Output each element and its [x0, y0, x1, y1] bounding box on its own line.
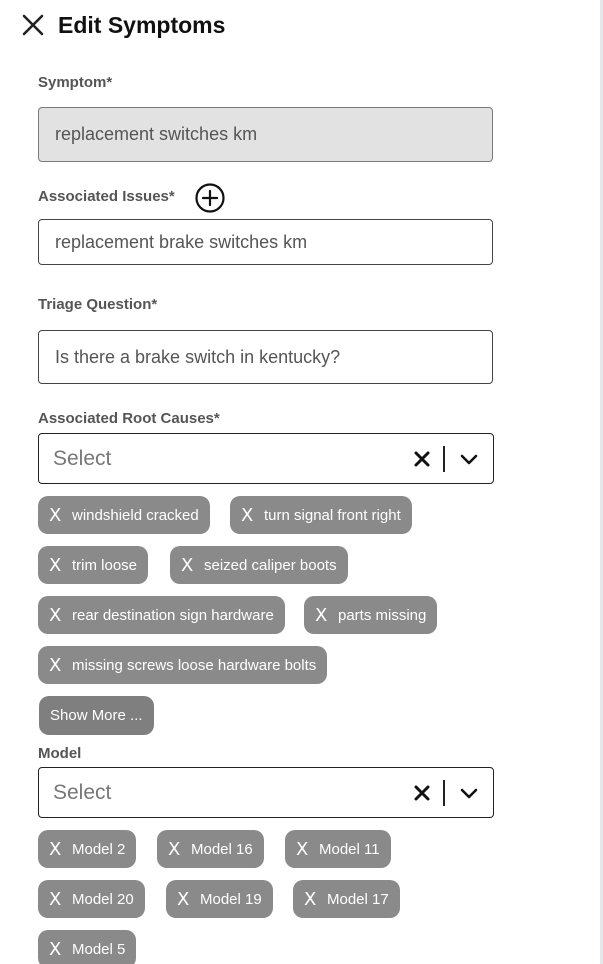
- chip-label: missing screws loose hardware bolts: [72, 656, 317, 674]
- model-chip: [38, 930, 136, 964]
- chip-label: trim loose: [72, 556, 138, 574]
- associated-issues-value: replacement brake switches km: [55, 231, 308, 252]
- triage-question-value: Is there a brake switch in kentucky?: [55, 346, 341, 367]
- model-chip: [38, 880, 145, 918]
- triage-question-label: Triage Question*: [38, 296, 158, 313]
- root-cause-chip: [304, 596, 437, 634]
- model-label: Model: [38, 745, 82, 762]
- chip-label: turn signal front right: [264, 506, 401, 524]
- chip-label: Model 11: [319, 840, 380, 858]
- model-chip: [166, 880, 273, 918]
- remove-chip-icon[interactable]: X: [296, 838, 309, 860]
- chip-label: Model 16: [191, 840, 253, 858]
- model-chip: [293, 880, 400, 918]
- chip-label: Model 19: [200, 890, 262, 908]
- remove-chip-icon[interactable]: X: [181, 554, 194, 576]
- remove-chip-icon[interactable]: X: [168, 838, 181, 860]
- select-separator: [443, 780, 445, 806]
- root-causes-label: Associated Root Causes*: [38, 410, 220, 427]
- model-chip: [38, 830, 136, 868]
- chip-label: Model 2: [72, 840, 126, 858]
- panel-header: [20, 10, 225, 40]
- remove-chip-icon[interactable]: X: [49, 938, 62, 960]
- add-issue-button[interactable]: [194, 182, 226, 214]
- model-chip: [157, 830, 264, 868]
- chevron-down-icon[interactable]: [458, 448, 480, 470]
- remove-chip-icon[interactable]: X: [177, 888, 190, 910]
- symptom-value: replacement switches km: [55, 124, 258, 144]
- select-separator: [443, 446, 445, 472]
- root-cause-chip: [38, 596, 285, 634]
- remove-chip-icon[interactable]: X: [304, 888, 317, 910]
- root-cause-chip: [230, 496, 412, 534]
- chip-label: parts missing: [338, 606, 427, 624]
- remove-chip-icon[interactable]: X: [49, 604, 62, 626]
- remove-chip-icon[interactable]: X: [49, 838, 62, 860]
- page-title: Edit Symptoms: [58, 11, 226, 38]
- triage-question-input[interactable]: [38, 330, 493, 384]
- symptom-field: [38, 107, 493, 162]
- model-chip: [285, 830, 391, 868]
- root-cause-chip: [38, 496, 210, 534]
- remove-chip-icon[interactable]: X: [49, 654, 62, 676]
- chevron-down-icon[interactable]: [458, 782, 480, 804]
- root-causes-placeholder: Select: [53, 446, 112, 470]
- remove-chip-icon[interactable]: X: [241, 504, 254, 526]
- chip-label: seized caliper boots: [204, 556, 337, 574]
- model-placeholder: Select: [53, 780, 112, 804]
- chip-label: Model 17: [327, 890, 389, 908]
- chip-label: rear destination sign hardware: [72, 606, 274, 624]
- clear-selection-icon[interactable]: [411, 448, 433, 470]
- remove-chip-icon[interactable]: X: [49, 554, 62, 576]
- root-cause-chip: [38, 546, 148, 584]
- root-cause-chip: [38, 646, 327, 684]
- remove-chip-icon[interactable]: X: [315, 604, 328, 626]
- chip-label: Model 5: [72, 940, 126, 958]
- root-cause-chip: [170, 546, 348, 584]
- chip-label: Model 20: [72, 890, 134, 908]
- plus-circle-icon: [194, 182, 226, 214]
- associated-issues-label: Associated Issues*: [38, 188, 175, 205]
- remove-chip-icon[interactable]: X: [49, 504, 62, 526]
- root-causes-select[interactable]: [38, 433, 494, 484]
- close-icon: [21, 13, 45, 37]
- remove-chip-icon[interactable]: X: [49, 888, 62, 910]
- symptom-label: Symptom*: [38, 74, 113, 91]
- chip-label: windshield cracked: [72, 506, 199, 524]
- clear-selection-icon[interactable]: [411, 782, 433, 804]
- show-more-button[interactable]: Show More ...: [39, 696, 154, 735]
- model-select[interactable]: [38, 767, 494, 818]
- close-button[interactable]: [20, 12, 46, 38]
- associated-issues-input[interactable]: [38, 219, 493, 265]
